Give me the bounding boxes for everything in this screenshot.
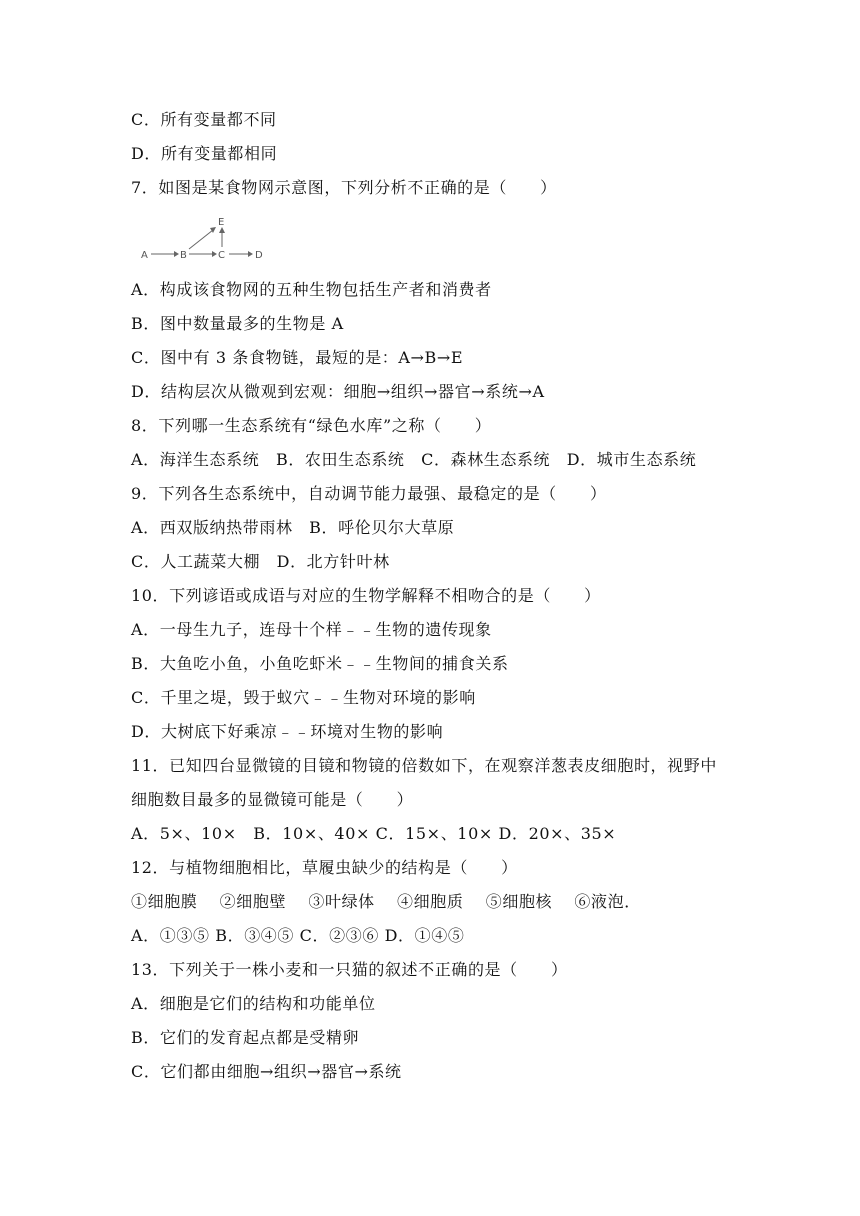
food-web-diagram xyxy=(137,211,277,263)
option-7a: A．构成该食物网的五种生物包括生产者和消费者 xyxy=(131,280,492,299)
node-b: B xyxy=(180,250,187,261)
options-8: A．海洋生态系统 B．农田生态系统 C．森林生态系统 D．城市生态系统 xyxy=(131,450,697,469)
question-11-line-2: 细胞数目最多的显微镜可能是（ ） xyxy=(131,790,414,809)
options-9-ab: A．西双版纳热带雨林 B．呼伦贝尔大草原 xyxy=(131,518,455,537)
arrow-c-d-head xyxy=(248,251,253,257)
option-13c: C．它们都由细胞→组织→器官→系统 xyxy=(131,1062,402,1081)
node-c: C xyxy=(218,250,225,261)
question-9: 9．下列各生态系统中，自动调节能力最强、最稳定的是（ ） xyxy=(131,484,607,503)
arrow-b-c-head xyxy=(212,251,217,257)
options-9-cd: C．人工蔬菜大棚 D．北方针叶林 xyxy=(131,552,390,571)
option-10c: C．千里之堤，毁于蚁穴﹣﹣生物对环境的影响 xyxy=(131,688,476,707)
node-a: A xyxy=(141,250,148,261)
option-10b: B．大鱼吃小鱼，小鱼吃虾米﹣﹣生物间的捕食关系 xyxy=(131,654,509,673)
question-10: 10．下列谚语或成语与对应的生物学解释不相吻合的是（ ） xyxy=(131,586,601,605)
structures-12: ①细胞膜 ②细胞壁 ③叶绿体 ④细胞质 ⑤细胞核 ⑥液泡． xyxy=(131,892,641,911)
option-6c: C．所有变量都不同 xyxy=(131,110,277,129)
arrow-b-e xyxy=(189,230,213,249)
question-12: 12．与植物细胞相比，草履虫缺少的结构是（ ） xyxy=(131,858,518,877)
question-13: 13．下列关于一株小麦和一只猫的叙述不正确的是（ ） xyxy=(131,960,568,979)
option-13b: B．它们的发育起点都是受精卵 xyxy=(131,1028,360,1047)
question-11-line-1: 11．已知四台显微镜的目镜和物镜的倍数如下，在观察洋葱表皮细胞时，视野中 xyxy=(131,756,717,775)
option-13a: A．细胞是它们的结构和功能单位 xyxy=(131,994,376,1013)
option-10d: D．大树底下好乘凉﹣﹣环境对生物的影响 xyxy=(131,722,444,741)
node-e: E xyxy=(218,217,225,228)
arrow-a-b-head xyxy=(174,251,179,257)
question-7: 7．如图是某食物网示意图，下列分析不正确的是（ ） xyxy=(131,178,557,197)
option-7d: D．结构层次从微观到宏观：细胞→组织→器官→系统→A xyxy=(131,382,545,401)
options-12: A．①③⑤ B．③④⑤ C．②③⑥ D．①④⑤ xyxy=(131,926,465,945)
option-7c: C．图中有 3 条食物链，最短的是：A→B→E xyxy=(131,348,464,367)
option-6d: D．所有变量都相同 xyxy=(131,144,278,163)
option-7b: B．图中数量最多的生物是 A xyxy=(131,314,344,333)
node-d: D xyxy=(255,250,263,261)
option-10a: A．一母生九子，连母十个样﹣﹣生物的遗传现象 xyxy=(131,620,492,639)
question-8: 8．下列哪一生态系统有“绿色水库”之称（ ） xyxy=(131,416,492,435)
options-11: A．5×、10× B．10×、40× C．15×、10× D．20×、35× xyxy=(131,824,617,843)
